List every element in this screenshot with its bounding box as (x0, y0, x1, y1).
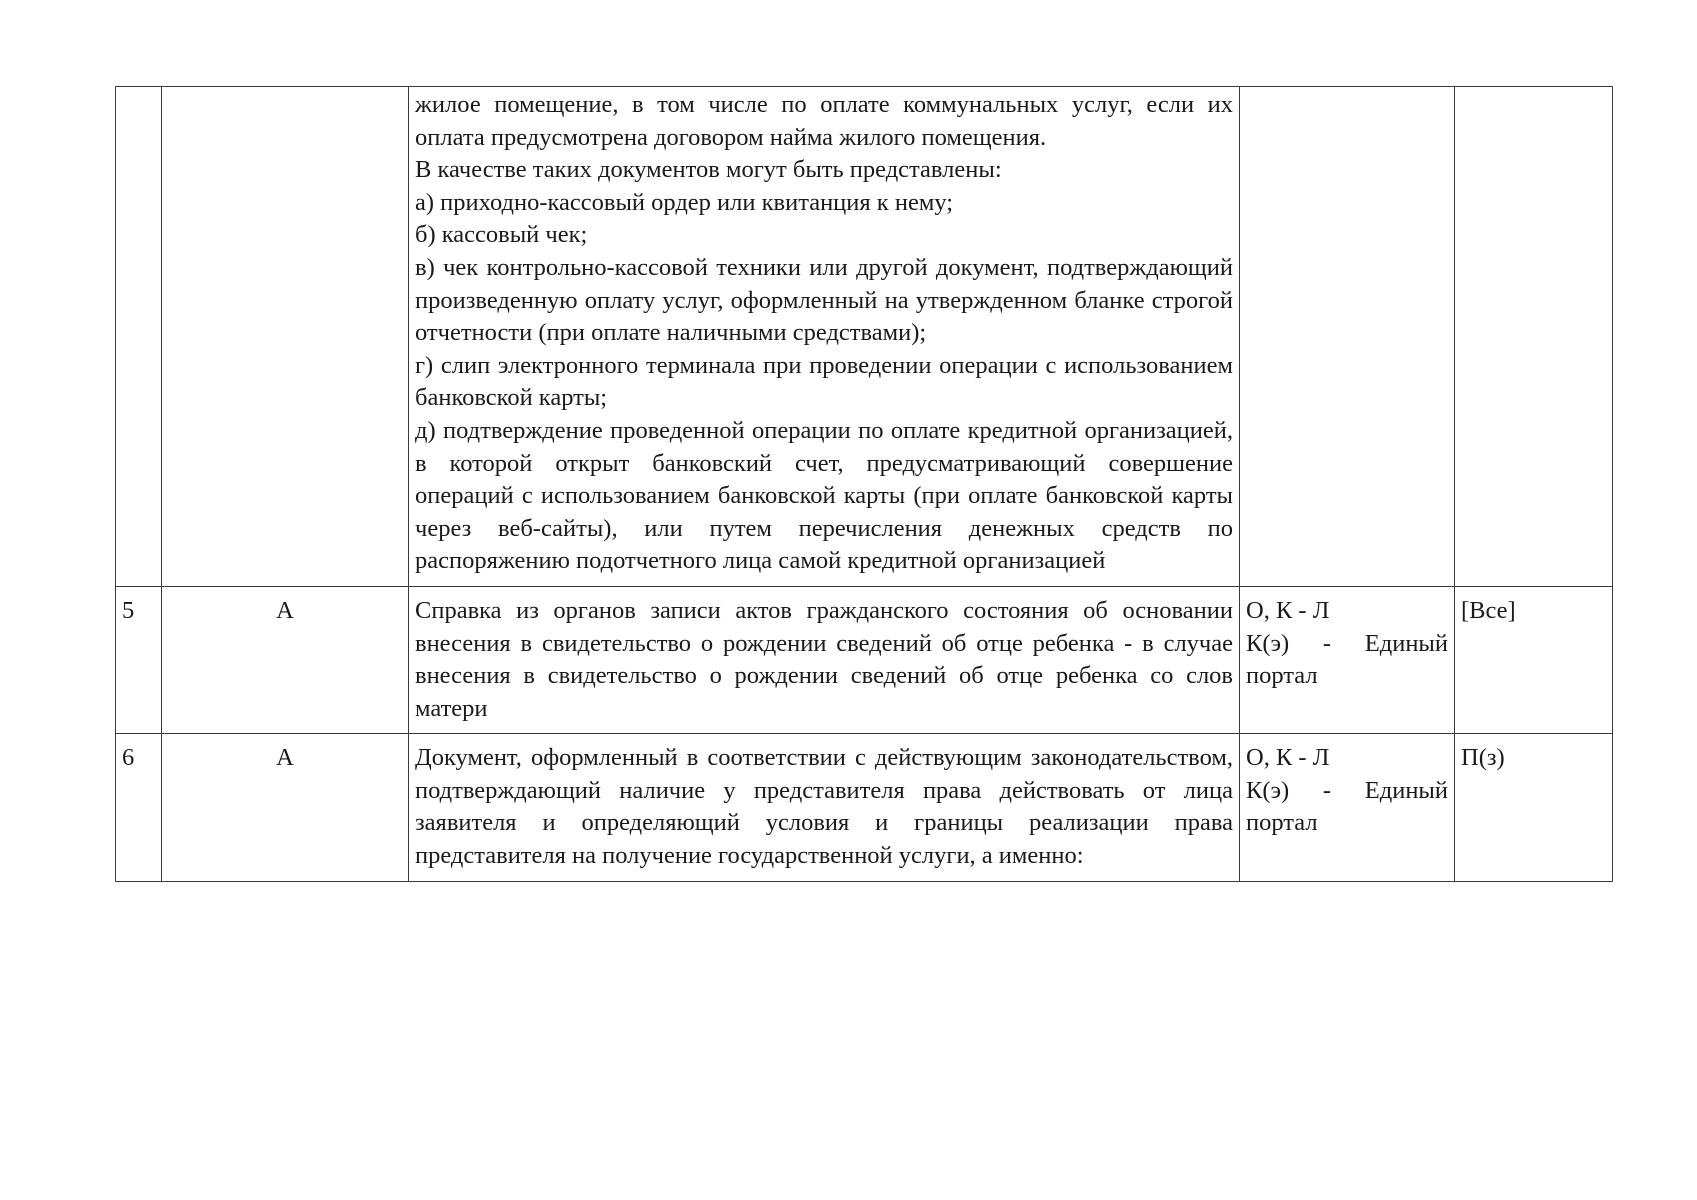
row-description-cell (409, 734, 1240, 881)
documents-table (115, 86, 1613, 882)
description-paragraph: жилое помещение, в том числе по оплате коммунальных услуг, если их оплата предусмотрена договором найма жилого помещения. (415, 91, 1233, 151)
description-paragraph: д) подтверждение проведенной операции по оплате кредитной организацией, в которой открыт банковский счет, предусматривающий совершение операций с использованием банковской карты (при оплате банковской карты через веб-сайты), или путем перечисления денежных средств по распоряжению подотчетного лица самой кредитной организацией (415, 416, 1233, 575)
form-line: портал (1246, 809, 1318, 837)
form-line: К(э) - Единый (1246, 776, 1448, 804)
row-form-cell (1240, 586, 1455, 733)
table-row (116, 734, 1613, 881)
row-number-cell: 5 (116, 586, 162, 733)
row-form-cell (1240, 734, 1455, 881)
description-paragraph: в) чек контрольно-кассовой техники или другой документ, подтверждающий произведенную оплату услуг, оформленный на утвержденном бланке строгой отчетности (при оплате наличными средствами); (415, 253, 1233, 347)
description-paragraph: г) слип электронного терминала при проведении операции с использованием банковской карты; (415, 351, 1233, 412)
row-description-cell (409, 586, 1240, 733)
row-code-cell: А (162, 586, 409, 733)
form-line: К(э) - Единый (1246, 629, 1448, 657)
form-line: портал (1246, 662, 1318, 690)
row-code-cell (162, 87, 409, 587)
row-form-cell (1240, 87, 1455, 587)
row-description-cell (409, 87, 1240, 587)
row-number-cell: 6 (116, 734, 162, 881)
description-paragraph: б) кассовый чек; (415, 221, 588, 249)
row-number-cell (116, 87, 162, 587)
description-paragraph: Документ, оформленный в соответствии с действующим законодательством, подтверждающий наличие у представителя права действовать от лица заявителя и определяющий условия и границы реализации права представителя на получение государственной услуги, а именно: (415, 744, 1233, 870)
form-line: О, К - Л (1246, 744, 1330, 772)
description-paragraph: а) приходно-кассовый ордер или квитанция к нему; (415, 188, 954, 216)
row-code-cell: А (162, 734, 409, 881)
description-paragraph: В качестве таких документов могут быть представлены: (415, 156, 1002, 184)
form-line: О, К - Л (1246, 596, 1330, 624)
table-row (116, 87, 1613, 587)
row-requirement-cell (1455, 87, 1613, 587)
row-requirement-cell: П(з) (1455, 734, 1613, 881)
row-requirement-cell: [Все] (1455, 586, 1613, 733)
table-row (116, 586, 1613, 733)
description-paragraph: Справка из органов записи актов гражданского состояния об основании внесения в свидетельство о рождении сведений об отце ребенка - в случае внесения в свидетельство о рождении сведений об отце ребенка со слов матери (415, 596, 1233, 722)
